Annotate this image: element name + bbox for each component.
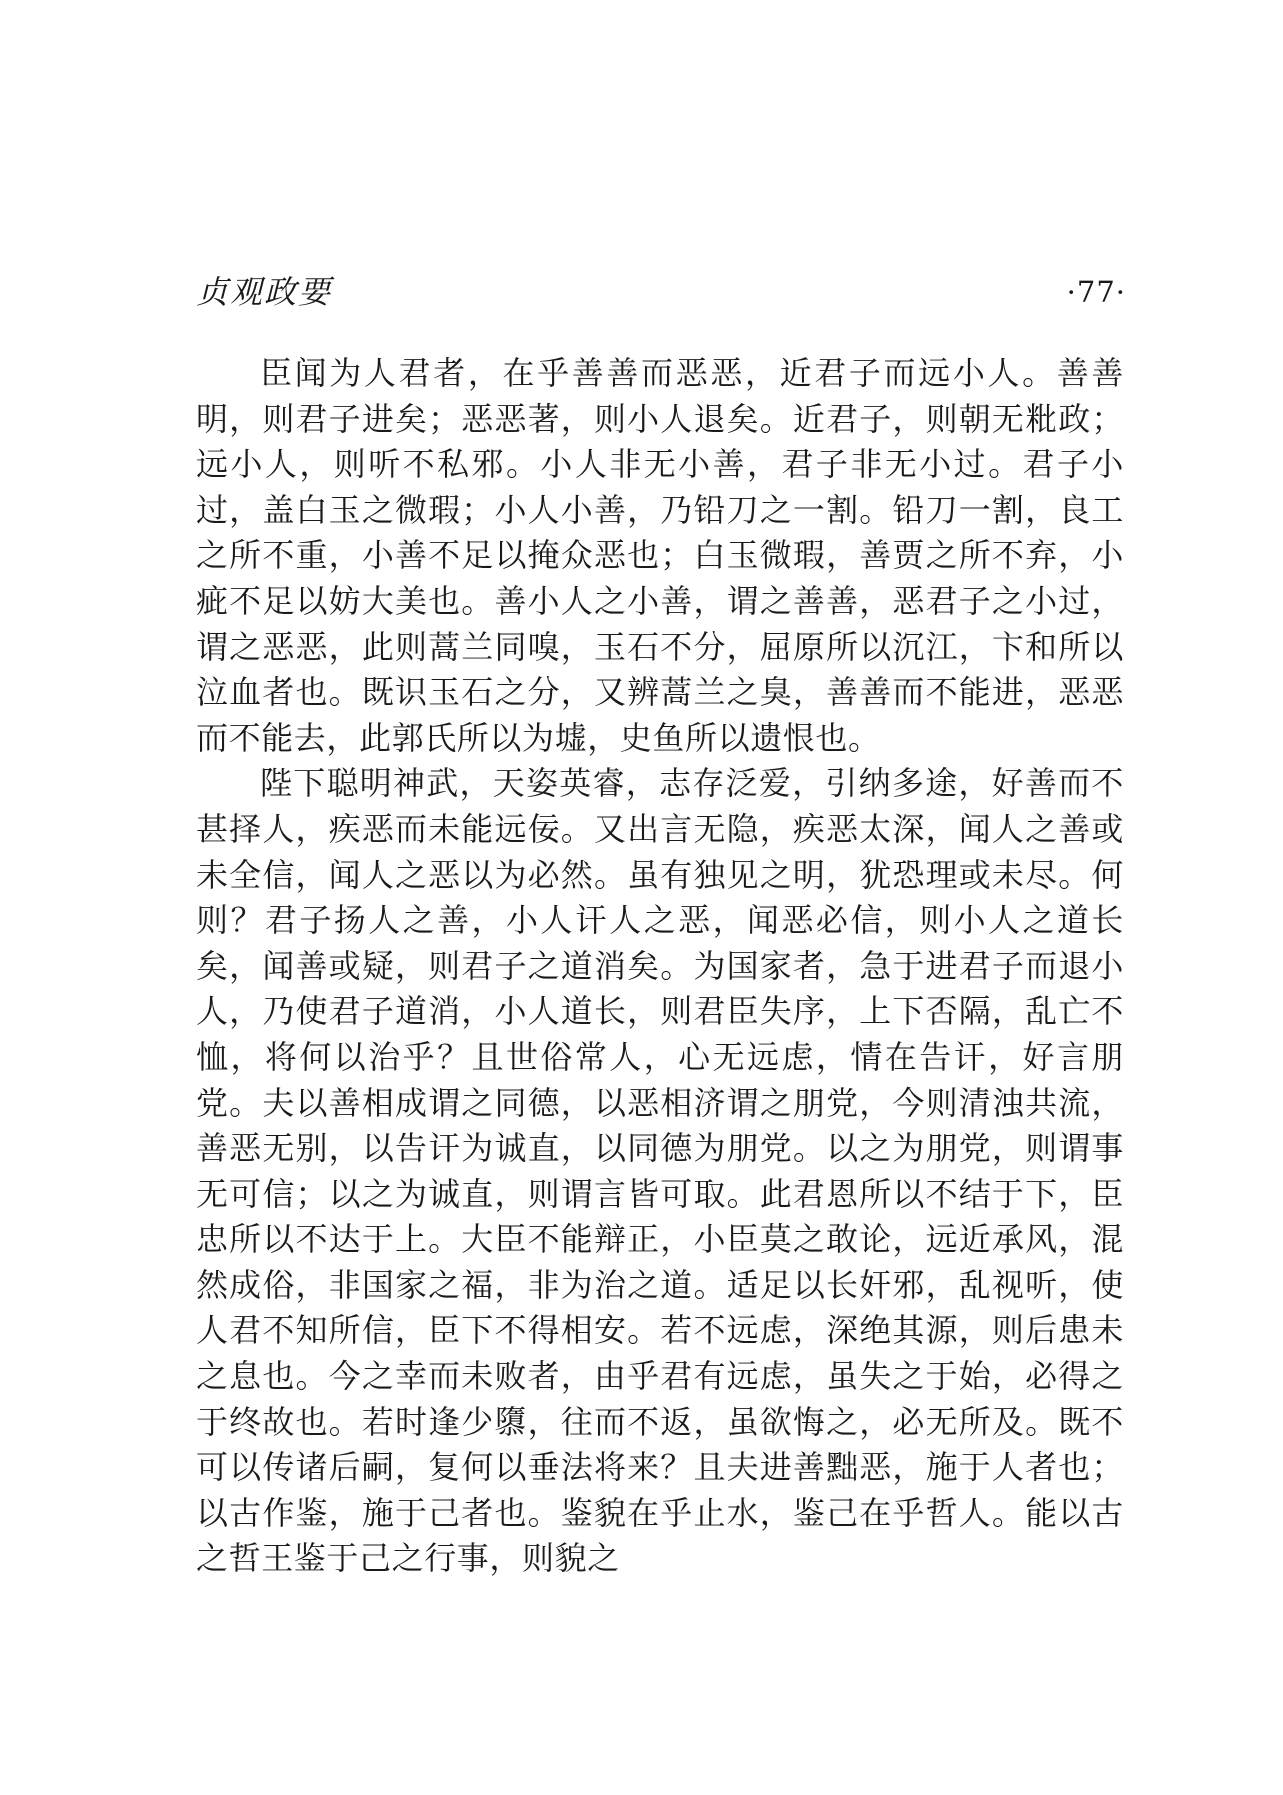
running-header <box>196 270 1126 314</box>
page-number: ·77· <box>1066 275 1126 309</box>
book-title: 贞观政要 <box>196 273 333 311</box>
paragraph: 陛下聪明神武，天姿英睿，志存泛爱，引纳多途，好善而不甚择人，疾恶而未能远佞。又出言无隐，疾恶太深，闻人之善或未全信，闻人之恶以为必然。虽有独见之明，犹恐理或未尽。何则？君子扬人之善，小人讦人之恶，闻恶必信，则小人之道长矣，闻善或疑，则君子之道消矣。为国家者，急于进君子而退小人，乃使君子道消，小人道长，则君臣失序，上下否隔，乱亡不恤，将何以治乎？且世俗常人，心无远虑，情在告讦，好言朋党。夫以善相成谓之同德，以恶相济谓之朋党，今则清浊共流，善恶无别，以告讦为诚直，以同德为朋党。以之为朋党，则谓事无可信；以之为诚直，则谓言皆可取。此君恩所以不结于下，臣忠所以不达于上。大臣不能辩正，小臣莫之敢论，远近承风，混然成俗，非国家之福，非为治之道。适足以长奸邪，乱视听，使人君不知所信，臣下不得相安。若不远虑，深绝其源，则后患未之息也。今之幸而未败者，由乎君有远虑，虽失之于始，必得之于终故也。若时逢少隳，往而不返，虽欲悔之，必无所及。既不可以传诸后嗣，复何以垂法将来？且夫进善黜恶，施于人者也；以古作鉴，施于己者也。鉴貌在乎止水，鉴己在乎哲人。能以古之哲王鉴于己之行事，则貌之 <box>196 764 1124 1578</box>
paragraph: 臣闻为人君者，在乎善善而恶恶，近君子而远小人。善善明，则君子进矣；恶恶著，则小人退矣。近君子，则朝无粃政；远小人，则听不私邪。小人非无小善，君子非无小过。君子小过，盖白玉之微瑕；小人小善，乃铅刀之一割。铅刀一割，良工之所不重，小善不足以掩众恶也；白玉微瑕，善贾之所不弃，小疵不足以妨大美也。善小人之小善，谓之善善，恶君子之小过，谓之恶恶，此则蒿兰同嗅，玉石不分，屈原所以沉江，卞和所以泣血者也。既识玉石之分，又辨蒿兰之臭，善善而不能进，恶恶而不能去，此郭氏所以为墟，史鱼所以遗恨也。 <box>196 354 1124 757</box>
body-text <box>196 351 1124 1582</box>
